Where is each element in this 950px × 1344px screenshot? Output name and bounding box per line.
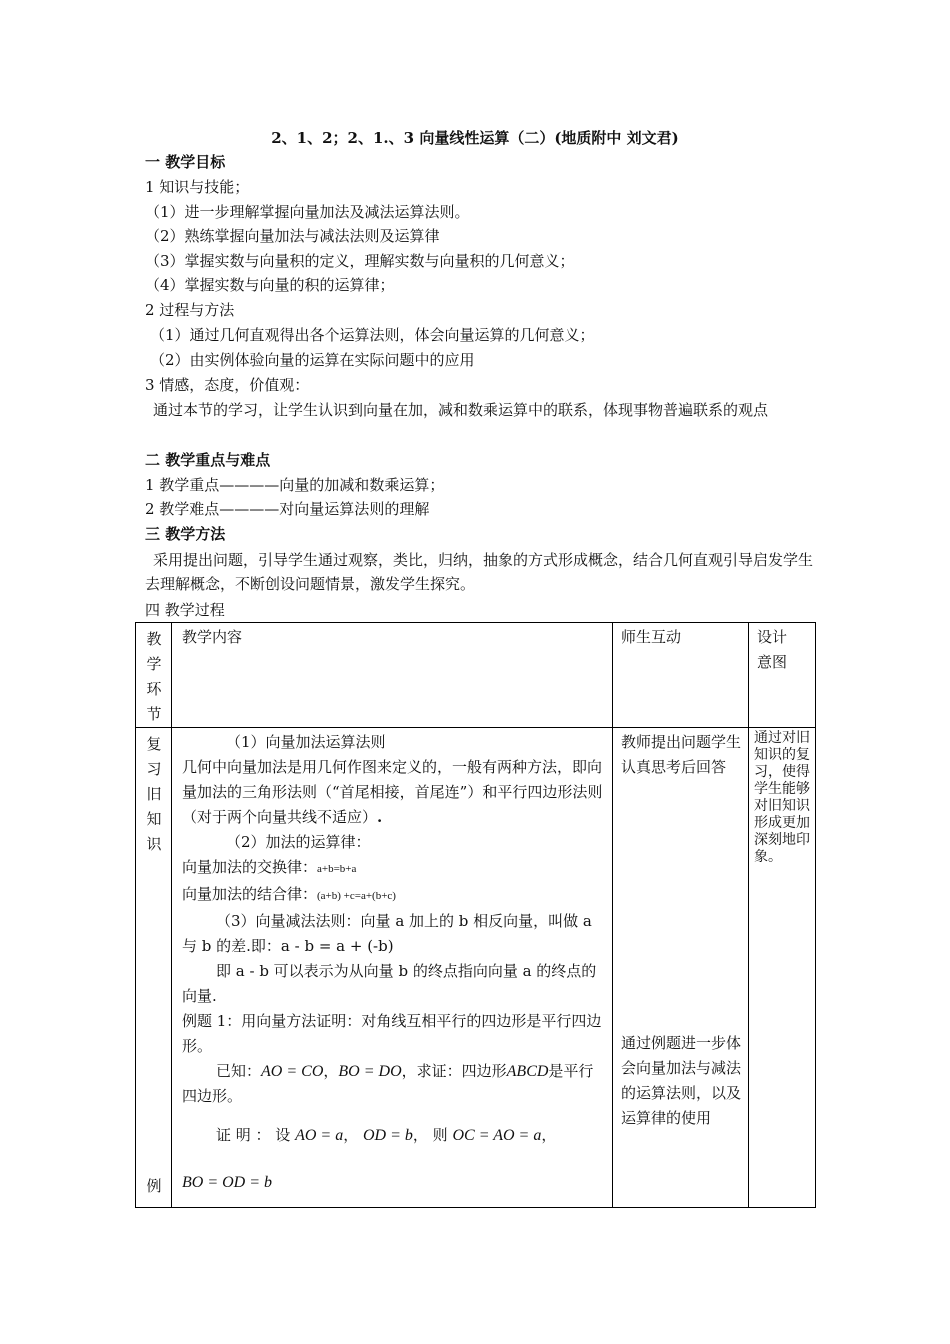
proof-formula-4: BO = OD = b — [182, 1174, 273, 1191]
header-content: 教学内容 — [182, 628, 243, 646]
content-p2-text: 几何中向量加法是用几何作图来定义的，一般有两种方法，即向量加法的三角形法则（“首尾相接，首尾连”）和平行四边形法则（对于两个向量共线不适应） — [182, 758, 603, 826]
proof-formula-1: AO = a — [295, 1127, 344, 1144]
proof-formula-3: OC = AO = a — [452, 1127, 542, 1144]
document-title: 2、1、2；2、1.、3 向量线性运算（二）(地质附中 刘文君) — [271, 129, 679, 147]
content-p1: （1）向量加法运算法则 — [226, 733, 386, 751]
section1-item: （4）掌握实数与向量的积的运算律； — [145, 276, 395, 294]
section1-sub3: 3 情感，态度，价值观： — [145, 376, 310, 394]
content-p5 — [182, 882, 604, 909]
prove-tail: 是平行四边形。 — [182, 1062, 594, 1105]
table-row — [136, 728, 816, 1208]
content-p10: 证 明 ： 设 AO = a， OD = b， 则 OC = AO = a， — [216, 1126, 557, 1144]
content-p2: 几何中向量加法是用几何作图来定义的，一般有两种方法，即向量加法的三角形法则（“首尾相接，首尾连”）和平行四边形法则（对于两个向量共线不适应）. — [182, 758, 603, 826]
intent-text: 通过对旧知识的复习，使得学生能够对旧知识形成更加深刻地印象。 — [754, 730, 810, 865]
content-p11 — [182, 1170, 604, 1195]
quad-name: ABCD — [506, 1063, 549, 1080]
table-header-row — [136, 623, 816, 728]
content-cell — [172, 728, 613, 1208]
section1-item: （1）进一步理解掌握向量加法及减法运算法则。 — [145, 203, 470, 221]
header-interaction: 师生互动 — [621, 628, 682, 646]
section4-heading: 四 教学过程 — [145, 601, 225, 619]
section2-item: 2 教学难点————对向量运算法则的理解 — [145, 500, 430, 518]
commutative-label: 向量加法的交换律： — [182, 858, 318, 876]
given-formula-2: BO = DO — [338, 1063, 402, 1080]
intent-cell — [749, 728, 816, 1208]
section2-item: 1 教学重点————向量的加减和数乘运算； — [145, 476, 445, 494]
content-p8: 例题 1：用向量方法证明：对角线互相平行的四边形是平行四边形。 — [182, 1012, 602, 1055]
section3-text: 采用提出问题，引导学生通过观察，类比，归纳，抽象的方式形成概念，结合几何直观引导启发学生去理解概念，不断创设问题情景，激发学生探究。 — [145, 551, 814, 593]
given-label: 已知： — [216, 1062, 262, 1080]
given-formula-1: AO = CO — [261, 1063, 324, 1080]
interaction-1: 教师提出问题学生认真思考后回答 — [621, 733, 742, 776]
content-p3: （2）加法的运算律： — [226, 833, 371, 851]
proof-label: 证 明 ： 设 — [216, 1126, 291, 1144]
stage-review: 复习旧知识 — [146, 735, 162, 853]
content-p7: 即 a - b 可以表示为从向量 b 的终点指向向量 a 的终点的向量. — [182, 962, 597, 1005]
associative-label: 向量加法的结合律： — [182, 885, 318, 903]
section3-heading: 三 教学方法 — [145, 525, 226, 543]
section1-heading: 一 教学目标 — [145, 153, 226, 171]
content-p9 — [182, 1059, 604, 1109]
section1-item: （3）掌握实数与向量积的定义，理解实数与向量积的几何意义； — [145, 252, 575, 270]
header-stage: 教学环节 — [146, 630, 162, 723]
section1-sub3-text: 通过本节的学习，让学生认识到向量在加，减和数乘运算中的联系，体现事物普遍联系的观点 — [153, 401, 769, 419]
teaching-process-table — [135, 622, 816, 1208]
section1-item: （1）通过几何直观得出各个运算法则，体会向量运算的几何意义； — [150, 326, 595, 344]
interaction-2: 通过例题进一步体会向量加法与减法的运算法则，以及运算律的使用 — [621, 1034, 742, 1127]
section1-sub1: 1 知识与技能； — [145, 178, 250, 196]
given-sep: ， — [323, 1062, 339, 1080]
stage-example: 例 — [146, 1177, 162, 1195]
section1-sub2: 2 过程与方法 — [145, 301, 235, 319]
section1-item: （2）由实例体验向量的运算在实际问题中的应用 — [150, 351, 475, 369]
proof-then: ， 则 — [412, 1126, 448, 1144]
section2-heading: 二 教学重点与难点 — [145, 451, 271, 469]
content-p6: （3）向量减法法则：向量 a 加上的 b 相反向量，叫做 a 与 b 的差.即：a - b = a + (-b) — [182, 912, 592, 955]
content-p4 — [182, 855, 604, 882]
section1-item: （2）熟练掌握向量加法与减法法则及运算律 — [145, 227, 440, 245]
commutative-formula: a+b=b+a — [317, 863, 357, 875]
proof-formula-2: OD = b — [363, 1127, 413, 1144]
interaction-cell — [613, 728, 749, 1208]
prove-label: ，求证：四边形 — [401, 1062, 507, 1080]
associative-formula: (a+b) +c=a+(b+c) — [317, 890, 396, 902]
header-intent: 设计意图 — [757, 628, 788, 671]
